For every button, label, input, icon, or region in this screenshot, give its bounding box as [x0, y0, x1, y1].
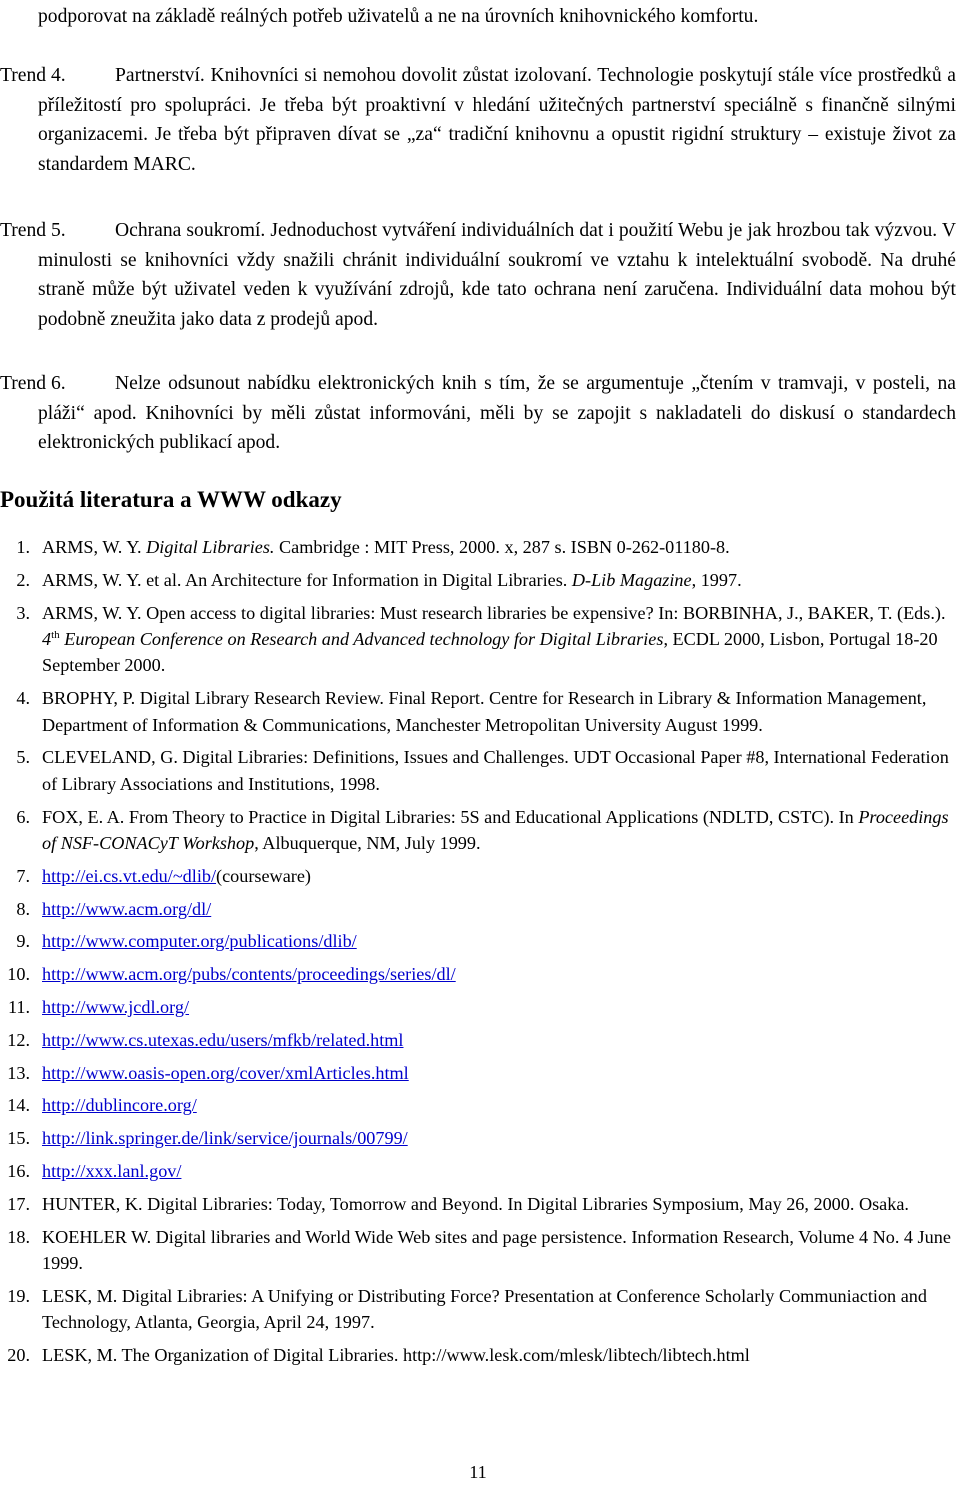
reference-number: 10.: [7, 964, 30, 985]
reference-details: , 1997.: [691, 569, 742, 590]
trend-text: Jednoduchost vytváření individuálních dat i použití Webu je jak hrozbou tak výzvou. V minulosti se knihovníci vždy snažili chránit individuální soukromí ve vztahu k intelektuální svobodě. Na druhé straně může být uživatel veden k využívání zdrojů, kde tato ochrana není zaručena. Individuální data mohou být podobně zneužita jako data z prodejů apod.: [38, 220, 956, 330]
reference-number: 7.: [16, 865, 30, 886]
reference-item: [0, 685, 956, 738]
reference-link[interactable]: http://www.oasis-open.org/cover/xmlArticles.html: [42, 1062, 409, 1083]
reference-text: [42, 603, 946, 676]
reference-link[interactable]: http://xxx.lanl.gov/: [42, 1160, 182, 1181]
reference-number: 20.: [7, 1344, 30, 1365]
reference-text: [42, 899, 211, 919]
reference-number: 3.: [16, 602, 30, 623]
trend-5: [0, 216, 956, 334]
reference-item: [0, 994, 956, 1020]
reference-item: [0, 1092, 956, 1118]
reference-italic-title: Digital Libraries.: [146, 537, 275, 557]
reference-italic-title: Proceedings of NSF-CONACyT Workshop: [42, 806, 949, 854]
reference-details: Cambridge : MIT Press, 2000. x, 287 s. ISBN 0-262-01180-8.: [274, 537, 730, 557]
reference-number: 17.: [7, 1193, 30, 1214]
reference-text: [42, 997, 189, 1017]
reference-number: 13.: [7, 1062, 30, 1083]
reference-authors: LESK, M. The Organization of Digital Libraries. http://www.lesk.com/mlesk/libtech/libtech.html: [42, 1344, 750, 1365]
reference-authors: BROPHY, P. Digital Library Research Review. Final Report. Centre for Research in Library & Information Management, Department of Information & Communications, Manchester Metropolitan University August 1999.: [42, 688, 927, 735]
reference-link[interactable]: http://www.acm.org/dl/: [42, 898, 212, 919]
reference-authors: ARMS, W. Y. Open access to digital libraries: Must research libraries be expensive? In: BORBINHA, J., BAKER, T. (Eds.).: [42, 602, 946, 623]
reference-item: [0, 1060, 956, 1086]
trend-name: Ochrana soukromí.: [115, 220, 266, 241]
reference-item: [0, 863, 956, 889]
reference-number: 16.: [7, 1160, 30, 1181]
reference-item: [0, 1342, 956, 1368]
reference-number: 18.: [7, 1226, 30, 1247]
trend-name: Partnerství.: [115, 65, 205, 86]
reference-authors: KOEHLER W. Digital libraries and World Wide Web sites and page persistence. Information Research, Volume 4 No. 4 June 1999.: [42, 1226, 951, 1273]
reference-authors: ARMS, W. Y.: [42, 537, 147, 557]
reference-text: [42, 1227, 951, 1273]
reference-item: [0, 1125, 956, 1151]
reference-number: 11.: [7, 997, 30, 1017]
reference-number: 5.: [16, 747, 30, 768]
reference-italic-title: European Conference on Research and Advanced technology for Digital Libraries: [59, 629, 664, 649]
trend-6: [0, 369, 956, 458]
reference-item: [0, 961, 956, 987]
reference-text: [42, 866, 311, 886]
continuation-paragraph: podporovat na základě reálných potřeb uživatelů a ne na úrovních knihovnického komfortu.: [38, 6, 759, 27]
reference-item: [0, 534, 956, 560]
reference-details: , Albuquerque, NM, July 1999.: [254, 833, 481, 854]
reference-number: 14.: [7, 1095, 30, 1116]
page-number: 11: [469, 1462, 487, 1482]
trend-text: Nelze odsunout nabídku elektronických knih s tím, že se argumentuje „čtením v tramvaji, v posteli, na pláži“ apod. Knihovníci by měli zůstat informováni, měli by se zapojit s nakladateli do diskusí o standardech elektronických publikací apod.: [38, 373, 956, 454]
reference-authors: FOX, E. A. From Theory to Practice in Digital Libraries: 5S and Educational Applications (NDLTD, CSTC). In: [42, 806, 859, 827]
reference-text: [42, 1194, 909, 1214]
reference-details: , ECDL 2000, Lisbon, Portugal 18-20 September 2000.: [42, 629, 938, 676]
reference-number: 8.: [16, 898, 30, 919]
reference-number: 4.: [16, 688, 30, 709]
reference-number: 12.: [7, 1029, 30, 1050]
reference-italic-title: 4: [42, 629, 52, 649]
reference-item: [0, 1158, 956, 1184]
reference-item: [0, 928, 956, 954]
trend-label: Trend 4.: [0, 65, 66, 86]
reference-authors: LESK, M. Digital Libraries: A Unifying or Distributing Force? Presentation at Conference Scholarly Communiaction and Technology, Atlanta, Georgia, April 24, 1997.: [42, 1285, 927, 1333]
reference-item: [0, 1224, 956, 1277]
reference-number: 1.: [16, 537, 30, 557]
reference-text: [42, 1063, 409, 1083]
reference-item: [0, 1283, 956, 1336]
reference-item: [0, 1027, 956, 1053]
reference-details: (courseware): [216, 865, 311, 886]
trend-label: Trend 6.: [0, 373, 66, 394]
reference-authors: CLEVELAND, G. Digital Libraries: Definitions, Issues and Challenges. UDT Occasional Paper #8, International Federation of Library Associations and Institutions, 1998.: [42, 747, 949, 794]
reference-link[interactable]: http://dublincore.org/: [42, 1095, 197, 1116]
reference-number: 15.: [7, 1128, 30, 1149]
reference-link[interactable]: http://www.cs.utexas.edu/users/mfkb/related.html: [42, 1029, 404, 1050]
trend-text: Knihovníci si nemohou dovolit zůstat izolovaní. Technologie poskytují stále více prostředků a příležitostí pro spolupráci. Je třeba být proaktivní v hledání užitečných partnerství speciálně s finančně silnými organizacemi. Je třeba být připraven dívat se „za“ tradiční knihovnu a opustit rigidní struktury – existuje život za standardem MARC.: [38, 65, 956, 175]
reference-authors: ARMS, W. Y. et al. An Architecture for Information in Digital Libraries.: [42, 569, 572, 590]
reference-number: 6.: [16, 806, 30, 827]
reference-text: [42, 1030, 404, 1050]
reference-text: [42, 1128, 408, 1148]
reference-text: [42, 1345, 750, 1365]
reference-text: [42, 1286, 927, 1332]
reference-item: [0, 744, 956, 797]
trend-label: Trend 5.: [0, 220, 66, 241]
reference-text: [42, 931, 357, 951]
reference-text: [42, 964, 456, 984]
reference-item: [0, 567, 956, 593]
reference-superscript: th: [51, 628, 60, 641]
reference-number: 9.: [16, 931, 30, 952]
reference-italic-title: D-Lib Magazine: [571, 569, 692, 590]
reference-number: 19.: [7, 1285, 30, 1306]
reference-item: [0, 896, 956, 922]
reference-link[interactable]: http://www.jcdl.org/: [42, 997, 190, 1017]
reference-number: 2.: [16, 569, 30, 590]
reference-link[interactable]: http://link.springer.de/link/service/journals/00799/: [42, 1128, 408, 1149]
section-heading: Použitá literatura a WWW odkazy: [0, 487, 342, 512]
reference-link[interactable]: http://www.computer.org/publications/dlib/: [42, 931, 357, 952]
reference-authors: HUNTER, K. Digital Libraries: Today, Tomorrow and Beyond. In Digital Libraries Symposium, May 26, 2000. Osaka.: [42, 1193, 909, 1214]
reference-text: [42, 570, 742, 590]
reference-text: [42, 537, 730, 557]
reference-text: [42, 747, 949, 793]
reference-text: [42, 807, 949, 853]
reference-text: [42, 1095, 197, 1115]
reference-item: [0, 600, 956, 679]
reference-link[interactable]: http://ei.cs.vt.edu/~dlib/: [42, 865, 217, 886]
reference-text: [42, 1161, 181, 1181]
reference-item: [0, 1191, 956, 1217]
reference-list: [0, 534, 956, 1375]
reference-item: [0, 804, 956, 857]
reference-text: [42, 688, 926, 734]
trend-4: [0, 61, 956, 179]
reference-link[interactable]: http://www.acm.org/pubs/contents/proceedings/series/dl/: [42, 964, 456, 985]
